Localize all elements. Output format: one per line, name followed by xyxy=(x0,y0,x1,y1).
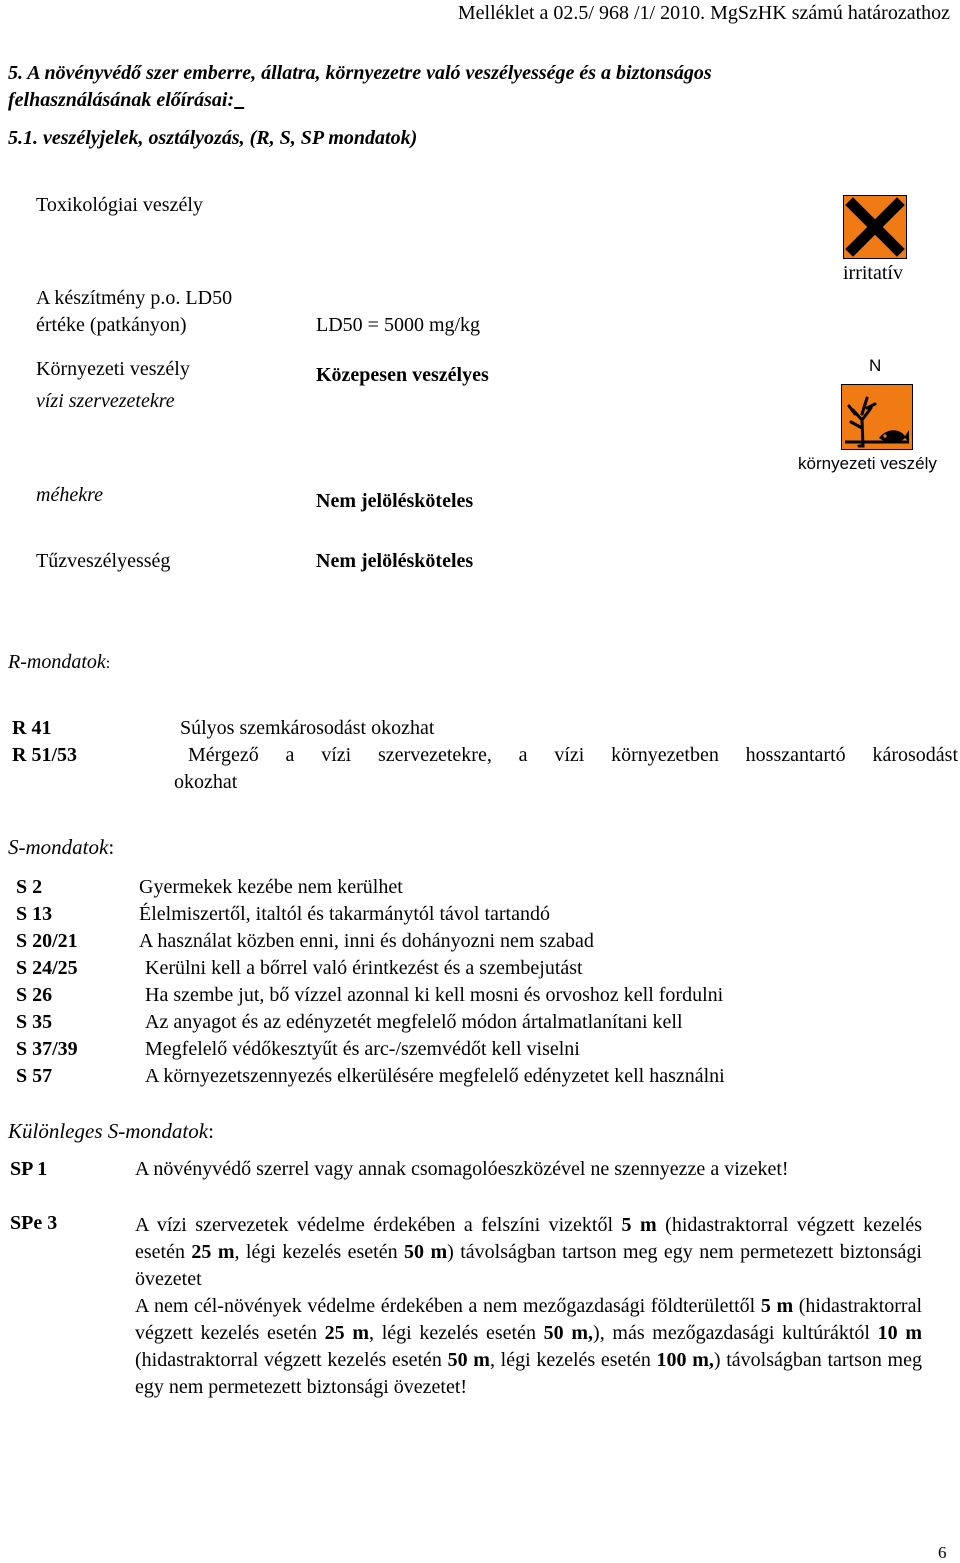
document-header: Melléklet a 02.5/ 968 /1/ 2010. MgSzHK számú határozathoz xyxy=(457,2,950,24)
spe3-code: SPe 3 xyxy=(10,1212,58,1234)
water-value: Közepesen veszélyes xyxy=(316,364,489,386)
spe3-paragraph-1: A vízi szervezetek védelme érdekében a felszíni vizektől 5 m (hidastraktorral végzett kezelés esetén 25 m, légi kezelés esetén 50 m) távolságban tartson meg egy nem permetezett biztonsági övezetet xyxy=(135,1214,923,1290)
r-text: Mérgező a vízi szervezetekre, a vízi környezetben hosszantartó károsodást xyxy=(188,744,958,766)
s-code: S 20/21 xyxy=(16,930,78,952)
fire-value: Nem jelölésköteles xyxy=(316,550,474,572)
fire-label: Tűzveszélyesség xyxy=(36,550,171,572)
s-text: Megfelelő védőkesztyűt és arc-/szemvédőt kell viselni xyxy=(145,1038,580,1060)
s-code: S 57 xyxy=(16,1065,53,1087)
irritant-x-icon xyxy=(843,195,907,259)
ld50-label-line1: A készítmény p.o. LD50 xyxy=(36,287,233,309)
s-text: Az anyagot és az edényzetét megfelelő módon ártalmatlanítani kell xyxy=(145,1011,683,1033)
section-title-line1: 5. A növényvédő szer emberre, állatra, környezetre való veszélyessége és a biztonságos xyxy=(8,62,712,84)
tox-heading: Toxikológiai veszély xyxy=(36,194,203,216)
section-title-line2: felhasználásának előírásai: xyxy=(8,89,235,111)
env-symbol-caption: környezeti veszély xyxy=(798,454,937,473)
bees-value: Nem jelölésköteles xyxy=(316,490,474,512)
r-heading: R-mondatok: xyxy=(8,651,111,673)
sp1-code: SP 1 xyxy=(10,1158,48,1180)
sp-heading: Különleges S-mondatok: xyxy=(8,1119,214,1143)
irritant-caption: irritatív xyxy=(843,262,903,284)
sp1-text: A növényvédő szerrel vagy annak csomagolóeszközével ne szennyezze a vizeket! xyxy=(135,1158,789,1180)
ld50-label-line2: értéke (patkányon) xyxy=(36,314,187,336)
n-letter: N xyxy=(869,356,882,375)
s-heading: S-mondatok: xyxy=(8,835,115,859)
water-label: vízi szervezetekre xyxy=(36,390,175,412)
r-text-continued: okozhat xyxy=(174,771,238,793)
s-text: Élelmiszertől, italtól és takarmánytól távol tartandó xyxy=(139,903,550,925)
env-heading: Környezeti veszély xyxy=(36,358,190,380)
s-text: A környezetszennyezés elkerülésére megfelelő edényzetet kell használni xyxy=(145,1065,725,1087)
s-code: S 2 xyxy=(16,876,43,898)
s-code: S 35 xyxy=(16,1011,53,1033)
s-text: Ha szembe jut, bő vízzel azonnal ki kell mosni és orvoshoz kell fordulni xyxy=(145,984,724,1006)
ld50-value: LD50 = 5000 mg/kg xyxy=(316,314,481,336)
r-code: R 41 xyxy=(12,717,52,739)
s-text: A használat közben enni, inni és dohányozni nem szabad xyxy=(139,930,594,952)
r-code: R 51/53 xyxy=(12,744,77,766)
page-number: 6 xyxy=(938,1543,947,1562)
s-text: Kerülni kell a bőrrel való érintkezést és a szembejutást xyxy=(145,957,583,979)
subsection-title: 5.1. veszélyjelek, osztályozás, (R, S, SP mondatok) xyxy=(8,127,418,149)
s-code: S 13 xyxy=(16,903,53,925)
dead-tree-fish-icon xyxy=(841,384,913,450)
r-text: Súlyos szemkárosodást okozhat xyxy=(180,717,435,739)
spe3-paragraph-2: A nem cél-növények védelme érdekében a nem mezőgazdasági földterülettől 5 m (hidastraktorral végzett kezelés esetén 25 m, légi kezelés esetén 50 m,), más mezőgazdasági kultúráktól 10 m (hidastraktorral végzett kezelés esetén 50 m, légi kezelés esetén 100 m,) távolságban tartson meg egy nem permetezett biztonsági övezetet! xyxy=(135,1295,923,1398)
bees-label: méhekre xyxy=(36,484,103,506)
s-code: S 26 xyxy=(16,984,53,1006)
s-code: S 24/25 xyxy=(16,957,78,979)
s-text: Gyermekek kezébe nem kerülhet xyxy=(139,876,403,898)
s-code: S 37/39 xyxy=(16,1038,78,1060)
